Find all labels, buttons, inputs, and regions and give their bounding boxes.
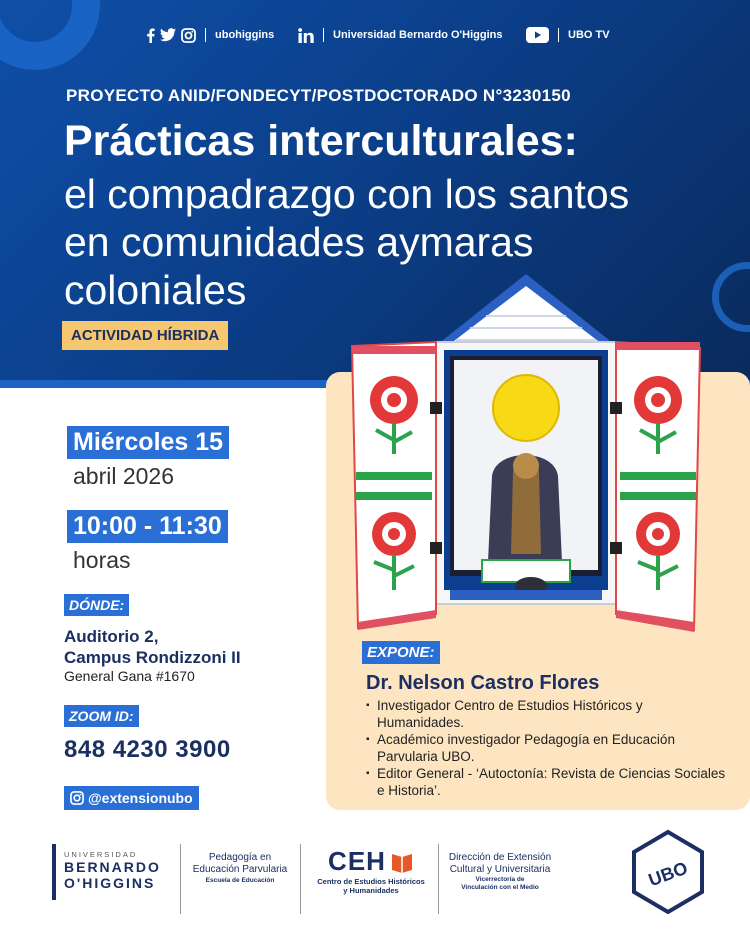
venue-address: General Gana #1670 bbox=[64, 668, 195, 684]
tv-link[interactable]: UBO TV bbox=[568, 29, 610, 41]
extension-logo bbox=[442, 852, 558, 892]
instagram-badge[interactable] bbox=[64, 786, 199, 810]
event-time-unit: horas bbox=[73, 547, 131, 573]
linkedin-group[interactable] bbox=[298, 24, 502, 46]
social-handle-group[interactable] bbox=[146, 24, 274, 46]
speaker-name: Dr. Nelson Castro Flores bbox=[366, 672, 600, 694]
speaker-role: ▪ Editor General - ‘Autoctonía: Revista de Ciencias Sociales e Historia’. bbox=[366, 766, 726, 799]
hybrid-badge: ACTIVIDAD HÍBRIDA bbox=[62, 321, 228, 350]
facebook-icon[interactable] bbox=[146, 27, 155, 43]
ceh-sub2: y Humanidades bbox=[343, 886, 399, 895]
ubo-logo-line1: BERNARDO bbox=[64, 859, 161, 875]
book-icon bbox=[390, 850, 414, 874]
ubo-logo-bar bbox=[52, 844, 56, 900]
ceh-acronym: CEH bbox=[328, 846, 386, 876]
venue-line-1: Auditorio 2, bbox=[64, 627, 159, 646]
university-link[interactable]: Universidad Bernardo O'Higgins bbox=[333, 29, 503, 41]
speaker-label: EXPONE: bbox=[362, 641, 440, 664]
pedagogia-line3: Escuela de Educación bbox=[205, 877, 275, 884]
extension-line1: Dirección de Extensión bbox=[448, 852, 552, 863]
extension-line2: Cultural y Universitaria bbox=[449, 864, 551, 875]
venue bbox=[64, 626, 324, 668]
event-time: 10:00 - 11:30 bbox=[67, 510, 228, 543]
extension-line4: Vinculación con el Medio bbox=[461, 884, 539, 891]
venue-line-2: Campus Rondizzoni II bbox=[64, 648, 241, 667]
event-title-bold: Prácticas interculturales: bbox=[64, 117, 578, 165]
pedagogia-logo bbox=[186, 852, 294, 886]
event-title-rest: el compadrazgo con los santos en comunidades aymaras coloniales bbox=[64, 171, 630, 313]
social-divider bbox=[558, 28, 559, 42]
cubo-logo-icon bbox=[628, 828, 708, 914]
cubo-logo-text: UBO bbox=[645, 857, 691, 891]
instagram-handle: @extensionubo bbox=[88, 790, 193, 806]
zoom-label: ZOOM ID: bbox=[64, 705, 139, 727]
ubo-logo bbox=[64, 850, 161, 891]
youtube-icon[interactable] bbox=[526, 27, 549, 43]
social-bar bbox=[0, 24, 750, 46]
footer-divider bbox=[180, 844, 181, 914]
pedagogia-line1: Pedagogía en bbox=[208, 852, 272, 863]
speaker-roles bbox=[366, 698, 726, 800]
project-code: PROYECTO ANID/FONDECYT/POSTDOCTORADO N°3230150 bbox=[66, 86, 571, 105]
social-handle[interactable]: ubohiggins bbox=[215, 29, 275, 41]
speaker-role: ▪ Investigador Centro de Estudios Históricos y Humanidades. bbox=[366, 698, 726, 731]
instagram-icon[interactable] bbox=[181, 27, 196, 43]
ubo-logo-small: UNIVERSIDAD bbox=[64, 850, 138, 859]
event-day: Miércoles 15 bbox=[67, 426, 229, 459]
where-label: DÓNDE: bbox=[64, 594, 129, 616]
ceh-sub1: Centro de Estudios Históricos bbox=[317, 877, 425, 886]
footer-divider bbox=[300, 844, 301, 914]
decorative-ring bbox=[712, 262, 750, 332]
event-month-year: abril 2026 bbox=[73, 463, 175, 489]
ubo-logo-line2: O'HIGGINS bbox=[64, 875, 156, 891]
instagram-icon bbox=[70, 790, 84, 806]
linkedin-icon[interactable] bbox=[298, 27, 314, 43]
social-divider bbox=[205, 28, 206, 42]
extension-line3: Vicerrectoría de bbox=[475, 876, 525, 883]
ceh-logo bbox=[308, 846, 434, 895]
shrine-illustration bbox=[346, 272, 706, 640]
footer-divider bbox=[438, 844, 439, 914]
speaker-role: ▪ Académico investigador Pedagogía en Educación Parvularia UBO. bbox=[366, 732, 726, 765]
footer-logos bbox=[0, 828, 750, 938]
social-divider bbox=[323, 28, 324, 42]
zoom-id[interactable]: 848 4230 3900 bbox=[64, 736, 231, 763]
twitter-icon[interactable] bbox=[160, 27, 176, 43]
pedagogia-line2: Educación Parvularia bbox=[192, 864, 288, 875]
youtube-group[interactable] bbox=[526, 24, 610, 46]
